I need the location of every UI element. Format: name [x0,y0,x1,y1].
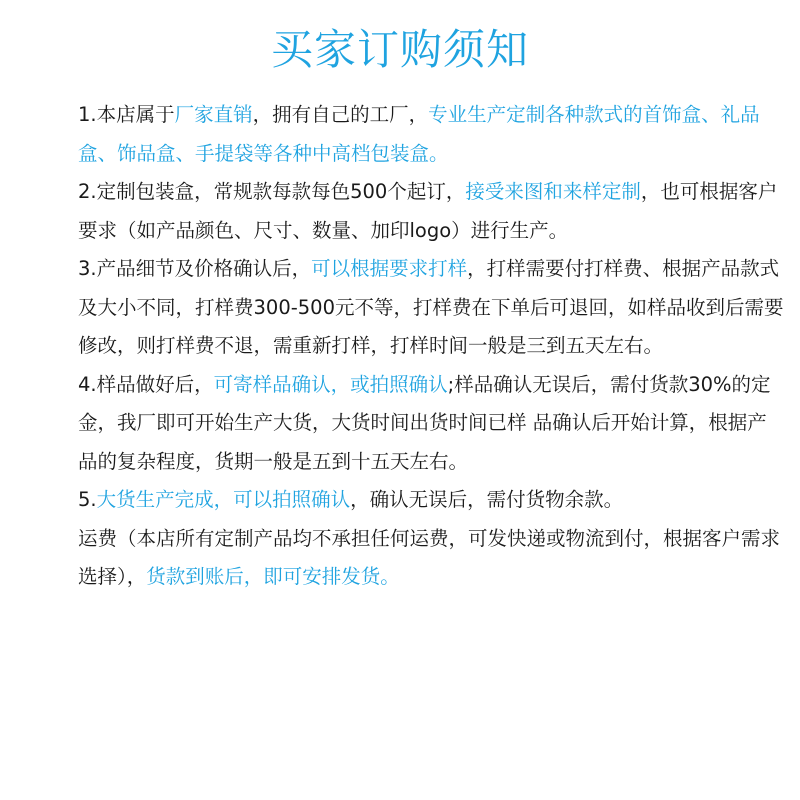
text-segment: 运费（本店所有定制产品均不承担任何运费，可发快递或物流到付，根据客户需求选择）， [78,526,781,588]
highlight-segment: 大货生产完成，可以拍照确认 [96,488,351,511]
text-segment: 1.本店属于 [78,103,175,126]
notice-item-1 [78,96,786,173]
highlight-segment: 接受来图和来样定制 [465,180,641,203]
notice-body [78,96,786,597]
notice-item-4 [78,366,786,482]
highlight-segment: 厂家直销 [174,103,253,126]
text-segment: ，打样需要付打样费、根据产品款式及大小不同，打样费300-500元不等，打样费在下单后可退回，如样品收到后需要修改，则打样费不退，需重新打样，打样时间一般是三到五天左右。 [78,257,784,357]
text-segment: 3.产品细节及价格确认后， [78,257,312,280]
text-segment: ;样品确认无误后，需付货款30%的定金，我厂即可开始生产大货，大货时间出货时间已样 品确认后开始计算，根据产品的复杂程度，货期一般是五到十五天左右。 [78,372,771,473]
highlight-segment: 货款到账后，即可安排发货。 [146,565,400,588]
highlight-segment: 可以根据要求打样 [311,257,468,280]
notice-item-5 [78,481,786,520]
text-segment: ，拥有自己的工厂， [252,103,429,126]
text-segment: 5. [78,488,97,511]
highlight-segment: 可寄样品确认，或拍照确认 [213,372,448,396]
notice-shipping [78,520,786,597]
text-segment: ，确认无误后，需付货物余款。 [350,488,624,511]
text-segment: ，也可根据客户要求（如产品颜色、尺寸、数量、加印logo）进行生产。 [78,180,778,242]
highlight-segment: 专业生产定制各种款式的首饰盒、礼品盒、饰品盒、手提袋等各种中高档包装盒。 [78,103,760,165]
page-title: 买家订购须知 [270,25,529,74]
notice-item-2 [78,173,786,250]
text-segment: 2.定制包装盒，常规款每款每色500个起订， [78,180,466,203]
text-segment: 4.样品做好后， [78,372,214,396]
notice-item-3 [78,250,786,366]
